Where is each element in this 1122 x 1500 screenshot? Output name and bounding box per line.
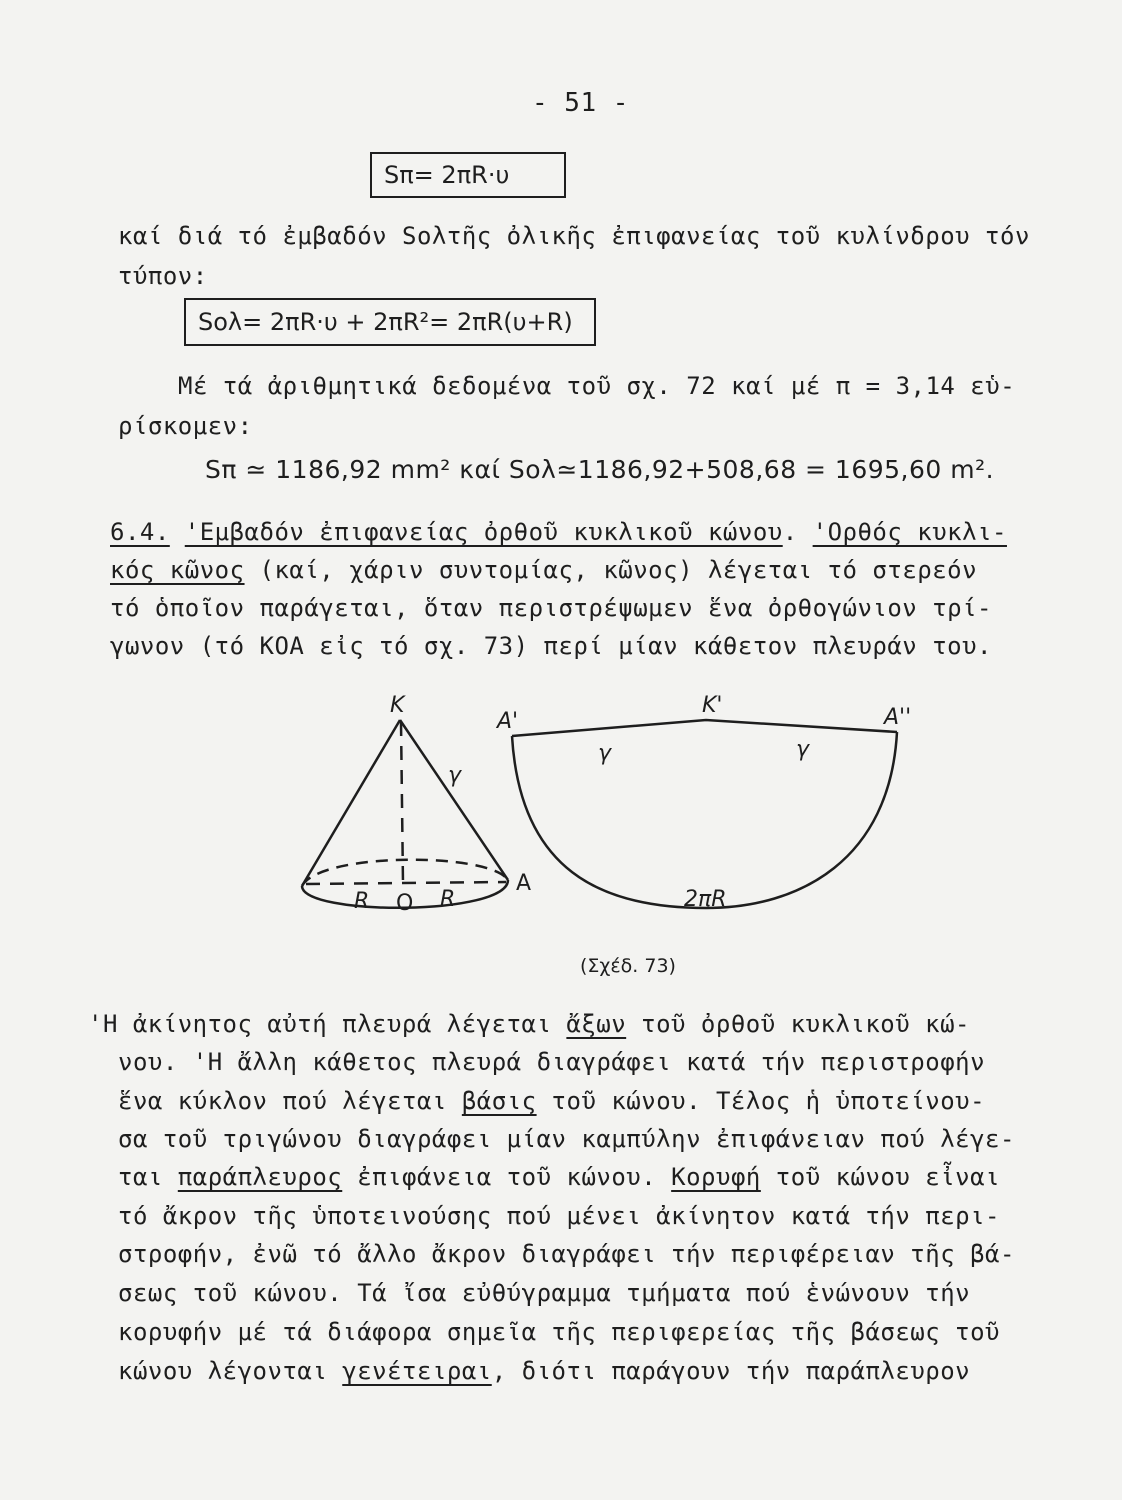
text-fragment: ται: [118, 1163, 178, 1191]
label-gamma-left: γ: [598, 741, 612, 766]
cone-diagram: [302, 720, 508, 908]
cone-diameter: [306, 882, 506, 884]
section-number: 6.4.: [110, 518, 170, 546]
label-center: O: [396, 891, 414, 916]
text-fragment: , διότι παράγουν τήν παράπλευρον: [491, 1357, 971, 1385]
label-a-double-prime: A'': [884, 705, 912, 730]
text-line: [118, 1163, 1000, 1191]
text-fragment: τοῦ ὀρθοῦ κυκλικοῦ κώ-: [626, 1010, 971, 1038]
text-line: ρίσκομεν:: [118, 412, 253, 440]
text-line: τύπον:: [118, 262, 208, 290]
cone-right-generatrix: [400, 720, 508, 880]
text-fragment: τοῦ κώνου εἶναι: [760, 1163, 1001, 1191]
label-slant: γ: [448, 763, 462, 788]
text-line: τό ἄκρον τῆς ὑποτεινούσης πού μένει ἀκίνητον κατά τήν περι-: [118, 1202, 1001, 1230]
term-lateral: παράπλευρος: [177, 1163, 343, 1191]
formula-lateral-area: Sπ= 2πR·υ: [384, 161, 510, 189]
text-line: κορυφήν μέ τά διάφορα σημεῖα τῆς περιφερείας τῆς βάσεως τοῦ: [118, 1318, 1001, 1346]
text-fragment: ἐπιφάνεια τοῦ κώνου.: [342, 1163, 672, 1191]
page-number: - 51 -: [532, 88, 629, 118]
label-apex: K: [390, 693, 405, 718]
formula-total-area: Sολ= 2πR·υ + 2πR²= 2πR(υ+R): [198, 308, 573, 336]
sector-arc: [512, 732, 897, 908]
text-fragment: κώνου λέγονται: [118, 1357, 343, 1385]
text-line: γωνον (τό ΚΟΑ εἰς τό σχ. 73) περί μίαν κάθετον πλευράν του.: [110, 632, 993, 660]
text-line: σα τοῦ τριγώνου διαγράφει μίαν καμπύλην ἐπιφάνειαν πού λέγε-: [118, 1125, 1015, 1153]
numeric-results: Sπ ≃ 1186,92 mm² καί Sολ≃1186,92+508,68 = 1695,60 m².: [205, 455, 995, 484]
text-line: στροφήν, ἐνῶ τό ἄλλο ἄκρον διαγράφει τήν περιφέρειαν τῆς βά-: [118, 1240, 1015, 1268]
label-a-prime: A': [497, 709, 519, 734]
text-line: [118, 1087, 985, 1115]
text-fragment: τοῦ κώνου. Τέλος ἡ ὑποτείνου-: [536, 1087, 986, 1115]
text-line: [88, 1010, 970, 1038]
sector-diagram: [512, 720, 897, 908]
text-fragment: ἕνα κύκλον πού λέγεται: [118, 1087, 462, 1115]
period: .: [782, 518, 813, 546]
label-arc-length: 2πR: [684, 887, 727, 912]
text-fragment: 'Η ἀκίνητος αὐτή πλευρά λέγεται: [88, 1010, 567, 1038]
text-line: τό ὁποῖον παράγεται, ὅταν περιστρέψωμεν ἕνα ὀρθογώνιον τρί-: [110, 594, 993, 622]
label-point-a: A: [516, 871, 532, 896]
section-title: 'Εμβαδόν ἐπιφανείας ὀρθοῦ κυκλικοῦ κώνου: [184, 518, 783, 546]
text-fragment: (καί, χάριν συντομίας, κῶνος) λέγεται τό στερεόν: [244, 556, 978, 584]
text-line: σεως τοῦ κώνου. Τά ἴσα εὐθύγραμμα τμήματα πού ἑνώνουν τήν: [118, 1279, 971, 1307]
sector-chord-edges: [512, 720, 897, 736]
term-vertex: Κορυφή: [671, 1163, 761, 1191]
label-radius-left: R: [354, 889, 370, 914]
text-line: Μέ τά ἀριθμητικά δεδομένα τοῦ σχ. 72 καί μέ π = 3,14 εὑ-: [178, 372, 1016, 400]
term-right-circular: 'Ορθός κυκλι-: [812, 518, 1007, 546]
figure-caption: (Σχέδ. 73): [580, 955, 676, 977]
term-generatrices: γενέτειραι: [342, 1357, 492, 1385]
term-base: βάσις: [461, 1087, 537, 1115]
term-axis: ἄξων: [566, 1010, 627, 1038]
text-line: νου. 'Η ἄλλη κάθετος πλευρά διαγράφει κατά τήν περιστροφήν: [118, 1048, 986, 1076]
text-line: [118, 1357, 970, 1385]
term-cone: κός κῶνος: [110, 556, 245, 584]
label-radius-right: R: [440, 887, 456, 912]
label-k-prime: K': [702, 693, 723, 718]
label-gamma-right: γ: [796, 737, 810, 762]
text-line: καί διά τό ἐμβαδόν Sολτῆς ὀλικῆς ἐπιφανείας τοῦ κυλίνδρου τόν: [118, 222, 1030, 250]
